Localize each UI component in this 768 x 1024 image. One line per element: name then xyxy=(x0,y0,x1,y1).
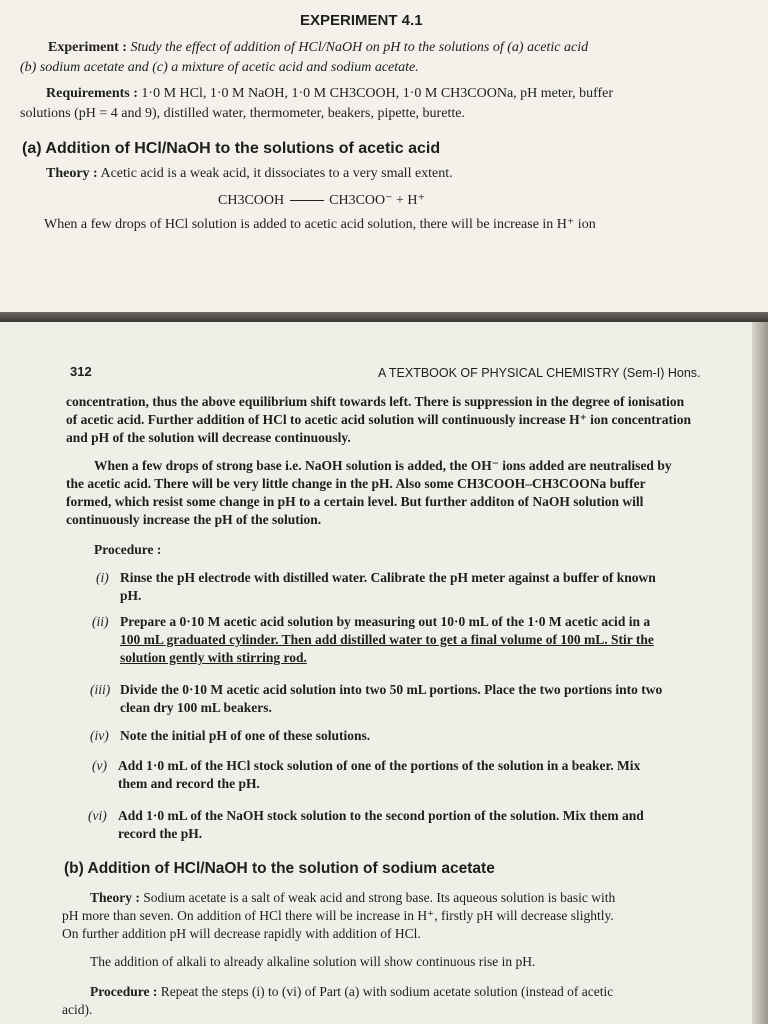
theory-label: Theory : xyxy=(46,166,98,181)
theory-b-text-1: Sodium acetate is a salt of weak acid and strong base. Its aqueous solution is basic with xyxy=(143,890,616,905)
para1-line-1: concentration, thus the above equilibrium shift towards left. There is suppression in the degree of ionisation xyxy=(66,394,685,409)
step-4-line-1: Note the initial pH of one of these solutions. xyxy=(120,728,371,743)
experiment-line-1 xyxy=(48,40,588,56)
step-3-line-1: Divide the 0·10 M acetic acid solution into two 50 mL portions. Place the two portions into two xyxy=(120,682,663,697)
step-2-line-3: solution gently with stirring rod. xyxy=(120,650,307,665)
step-5-line-1: Add 1·0 mL of the HCl stock solution of one of the portions of the solution in a beaker. Mix xyxy=(118,758,641,773)
step-5-line-2: them and record the pH. xyxy=(118,776,260,791)
theory-b-line-2: pH more than seven. On addition of HCl there will be increase in H⁺, firstly pH will decrease slightly. xyxy=(62,908,614,923)
page-gap xyxy=(0,312,768,322)
procedure-heading: Procedure : xyxy=(94,542,162,557)
theory-line xyxy=(46,166,453,182)
requirements-line-1 xyxy=(46,86,613,102)
running-header: A TEXTBOOK OF PHYSICAL CHEMISTRY (Sem-I) Hons. xyxy=(378,366,701,380)
equation-right: CH3COO⁻ + H⁺ xyxy=(329,193,425,208)
page-number: 312 xyxy=(70,364,92,379)
step-6-line-2: record the pH. xyxy=(118,826,203,841)
experiment-label: Experiment : xyxy=(48,40,127,55)
para2-line-4: continuously increase the pH of the solution. xyxy=(66,512,322,527)
procedure-b-text-1: Repeat the steps (i) to (vi) of Part (a) with sodium acetate solution (instead of acetic xyxy=(160,984,614,999)
procedure-b-label: Procedure : xyxy=(90,984,158,999)
theory-b-line-1 xyxy=(90,890,615,906)
step-2-line-1: Prepare a 0·10 M acetic acid solution by measuring out 10·0 mL of the 1·0 M acetic acid in a xyxy=(120,614,651,629)
para2-line-1: When a few drops of strong base i.e. NaOH solution is added, the OH⁻ ions added are neutralised by xyxy=(94,458,672,473)
procedure-b-line-2: acid). xyxy=(62,1002,93,1017)
step-number: (iii) xyxy=(90,682,111,697)
experiment-text-1: Study the effect of addition of HCl/NaOH on pH to the solutions of (a) acetic acid xyxy=(130,40,589,55)
section-a-heading: (a) Addition of HCl/NaOH to the solutions of acetic acid xyxy=(22,140,441,157)
step-2-line-2: 100 mL graduated cylinder. Then add distilled water to get a final volume of 100 mL. Stir the xyxy=(120,632,654,647)
para2-line-3: formed, which resist some change in pH to a certain level. But further additon of NaOH solution will xyxy=(66,494,644,509)
experiment-line-2: (b) sodium acetate and (c) a mixture of acetic acid and sodium acetate. xyxy=(20,60,419,75)
equilibrium-arrow-icon xyxy=(290,200,324,201)
requirements-text-1: 1·0 M HCl, 1·0 M NaOH, 1·0 M CH3COOH, 1·0 M CH3COONa, pH meter, buffer xyxy=(141,86,614,101)
step-number: (v) xyxy=(92,758,107,773)
procedure-b-line-1 xyxy=(90,984,613,1000)
step-1-line-1: Rinse the pH electrode with distilled water. Calibrate the pH meter against a buffer of known xyxy=(120,570,656,585)
step-1-line-2: pH. xyxy=(120,588,142,603)
top-page xyxy=(0,0,768,312)
book-page-edge xyxy=(752,322,768,1024)
step-6-line-1: Add 1·0 mL of the NaOH stock solution to the second portion of the solution. Mix them and xyxy=(118,808,644,823)
requirements-label: Requirements : xyxy=(46,86,138,101)
para1-line-3: and pH of the solution will decrease continuously. xyxy=(66,430,351,445)
section-b-heading: (b) Addition of HCl/NaOH to the solution of sodium acetate xyxy=(64,860,495,877)
equation-left: CH3COOH xyxy=(218,193,285,208)
bottom-page xyxy=(0,322,752,1024)
step-3-line-2: clean dry 100 mL beakers. xyxy=(120,700,272,715)
step-number: (iv) xyxy=(90,728,109,743)
requirements-line-2: solutions (pH = 4 and 9), distilled water, thermometer, beakers, pipette, burette. xyxy=(20,106,465,121)
theory-b-line-3: On further addition pH will decrease rapidly with addition of HCl. xyxy=(62,926,421,941)
dissociation-equation xyxy=(218,192,425,209)
experiment-title: EXPERIMENT 4.1 xyxy=(300,12,423,29)
alkali-line: The addition of alkali to already alkaline solution will show continuous rise in pH. xyxy=(90,954,536,969)
step-number: (vi) xyxy=(88,808,107,823)
top-last-line: When a few drops of HCl solution is added to acetic acid solution, there will be increase in H⁺ ion xyxy=(44,217,596,232)
para1-line-2: of acetic acid. Further addition of HCl to acetic acid solution will continuously increase H⁺ ion concentration xyxy=(66,412,691,427)
step-number: (ii) xyxy=(92,614,109,629)
step-number: (i) xyxy=(96,570,109,585)
theory-text: Acetic acid is a weak acid, it dissociates to a very small extent. xyxy=(100,166,453,181)
para2-line-2: the acetic acid. There will be very little change in the pH. Also some CH3COOH–CH3COONa buffer xyxy=(66,476,646,491)
theory-b-label: Theory : xyxy=(90,890,140,905)
